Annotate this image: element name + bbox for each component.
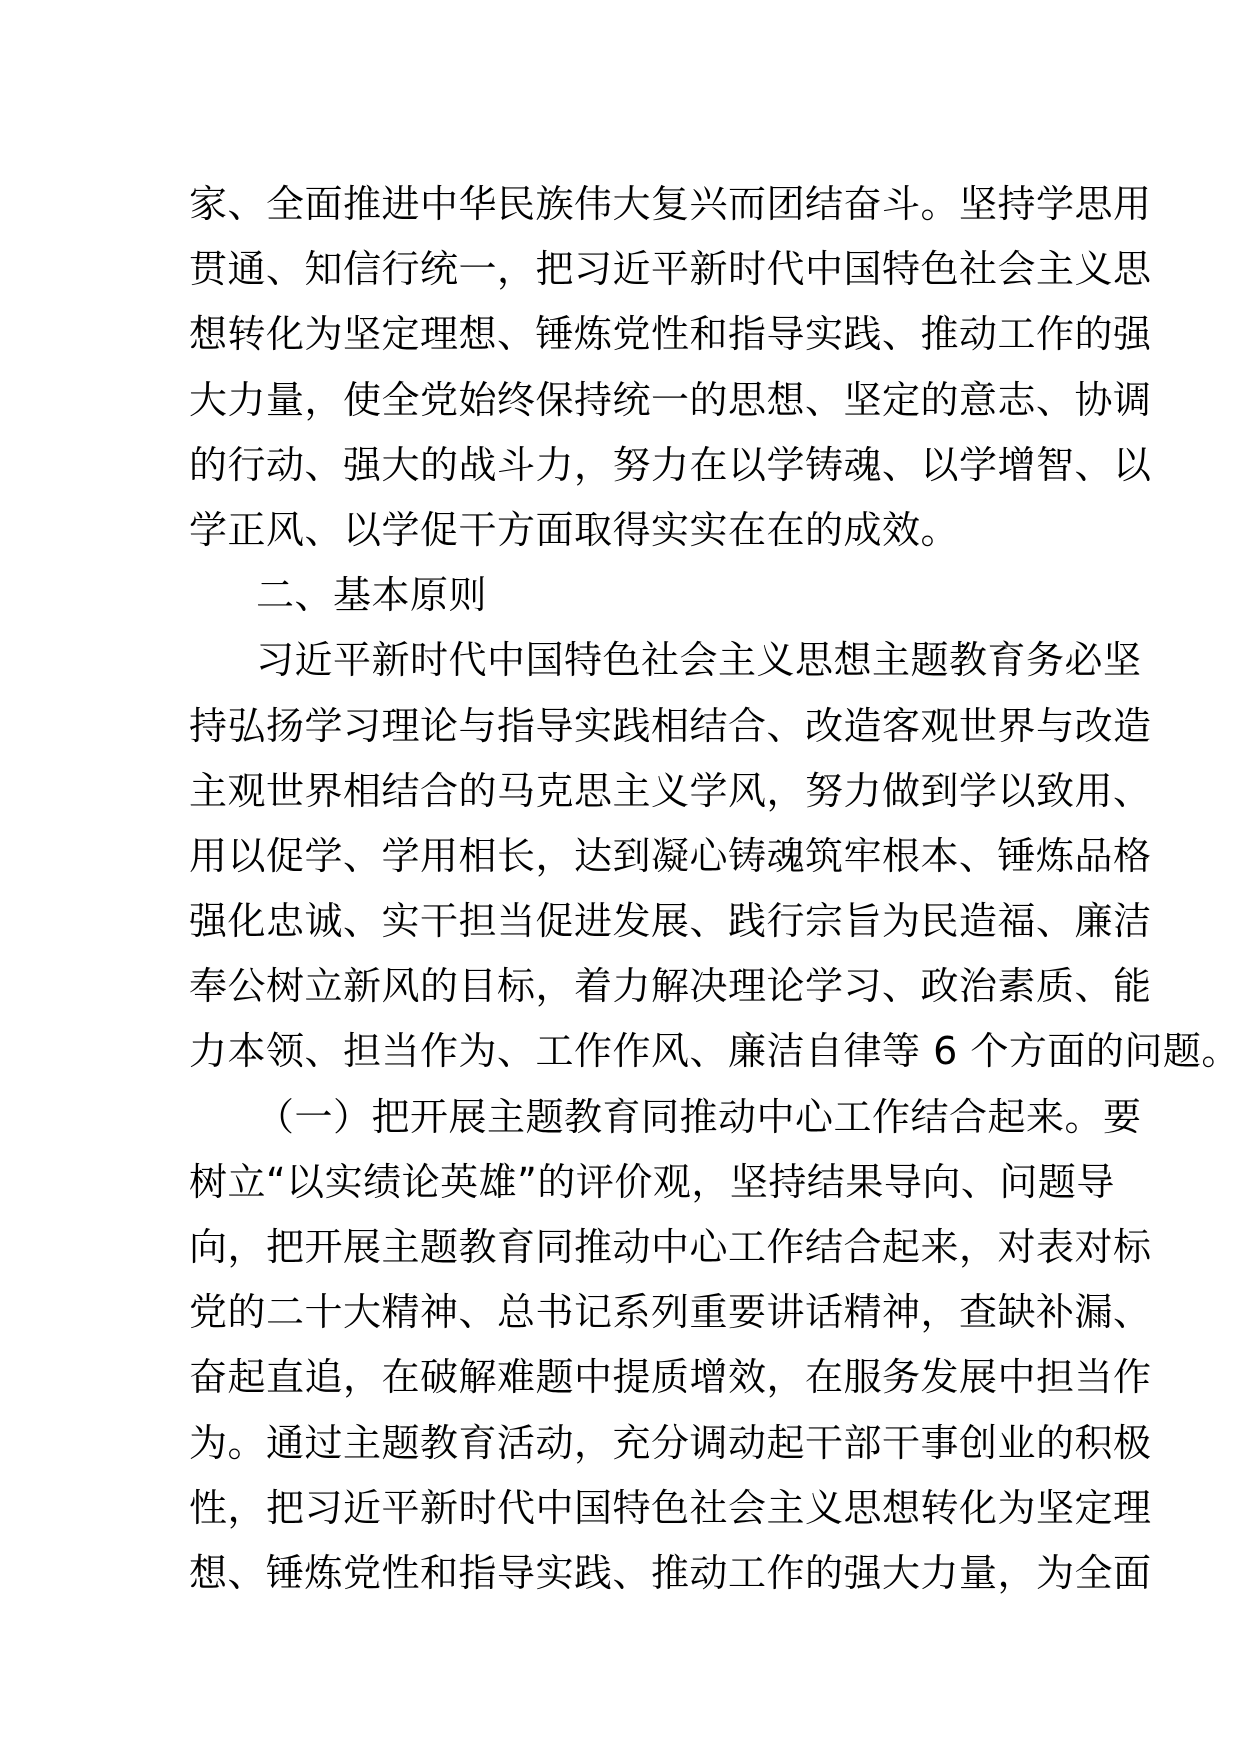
text-line: 奉公树立新风的目标，着力解决理论学习、政治素质、能 xyxy=(189,964,1152,1009)
text-line: 强化忠诚、实干担当促进发展、践行宗旨为民造福、廉洁 xyxy=(189,899,1152,944)
document-body xyxy=(189,172,1240,1606)
text-line: 持弘扬学习理论与指导实践相结合、改造客观世界与改造 xyxy=(189,703,1152,748)
text-line: 家、全面推进中华民族伟大复兴而团结奋斗。坚持学思用 xyxy=(189,182,1152,226)
text-line: 想转化为坚定理想、锤炼党性和指导实践、推动工作的强 xyxy=(189,312,1152,357)
text-line: 用以促学、学用相长，达到凝心铸魂筑牢根本、锤炼品格 xyxy=(189,833,1152,878)
text-line: 党的二十大精神、总书记系列重要讲话精神，查缺补漏、 xyxy=(189,1290,1152,1335)
text-line: 力本领、担当作为、工作作风、廉洁自律等 6 个方面的问题。 xyxy=(189,1029,1240,1074)
text-line: 的行动、强大的战斗力，努力在以学铸魂、以学增智、以 xyxy=(189,442,1152,487)
text-line: 习近平新时代中国特色社会主义思想主题教育务必坚 xyxy=(256,638,1142,683)
text-line: 向，把开展主题教育同推动中心工作结合起来，对表对标 xyxy=(189,1225,1152,1269)
text-line: 主观世界相结合的马克思主义学风，努力做到学以致用、 xyxy=(189,768,1152,813)
section-heading: 二、基本原则 xyxy=(256,573,488,618)
subsection-heading: （一）把开展主题教育同推动中心工作结合起来。要 xyxy=(256,1094,1142,1139)
text-line: 贯通、知信行统一，把习近平新时代中国特色社会主义思 xyxy=(189,247,1152,292)
text-line: 树立“以实绩论英雄”的评价观，坚持结果导向、问题导 xyxy=(189,1159,1115,1204)
text-line: 性，把习近平新时代中国特色社会主义思想转化为坚定理 xyxy=(189,1485,1152,1530)
text-line: 奋起直追，在破解难题中提质增效，在服务发展中担当作 xyxy=(189,1355,1152,1400)
text-line: 想、锤炼党性和指导实践、推动工作的强大力量，为全面 xyxy=(189,1550,1152,1595)
text-line: 为。通过主题教育活动，充分调动起干部干事创业的积极 xyxy=(189,1420,1152,1465)
text-line: 大力量，使全党始终保持统一的思想、坚定的意志、协调 xyxy=(189,377,1152,422)
text-line: 学正风、以学促干方面取得实实在在的成效。 xyxy=(189,507,960,552)
